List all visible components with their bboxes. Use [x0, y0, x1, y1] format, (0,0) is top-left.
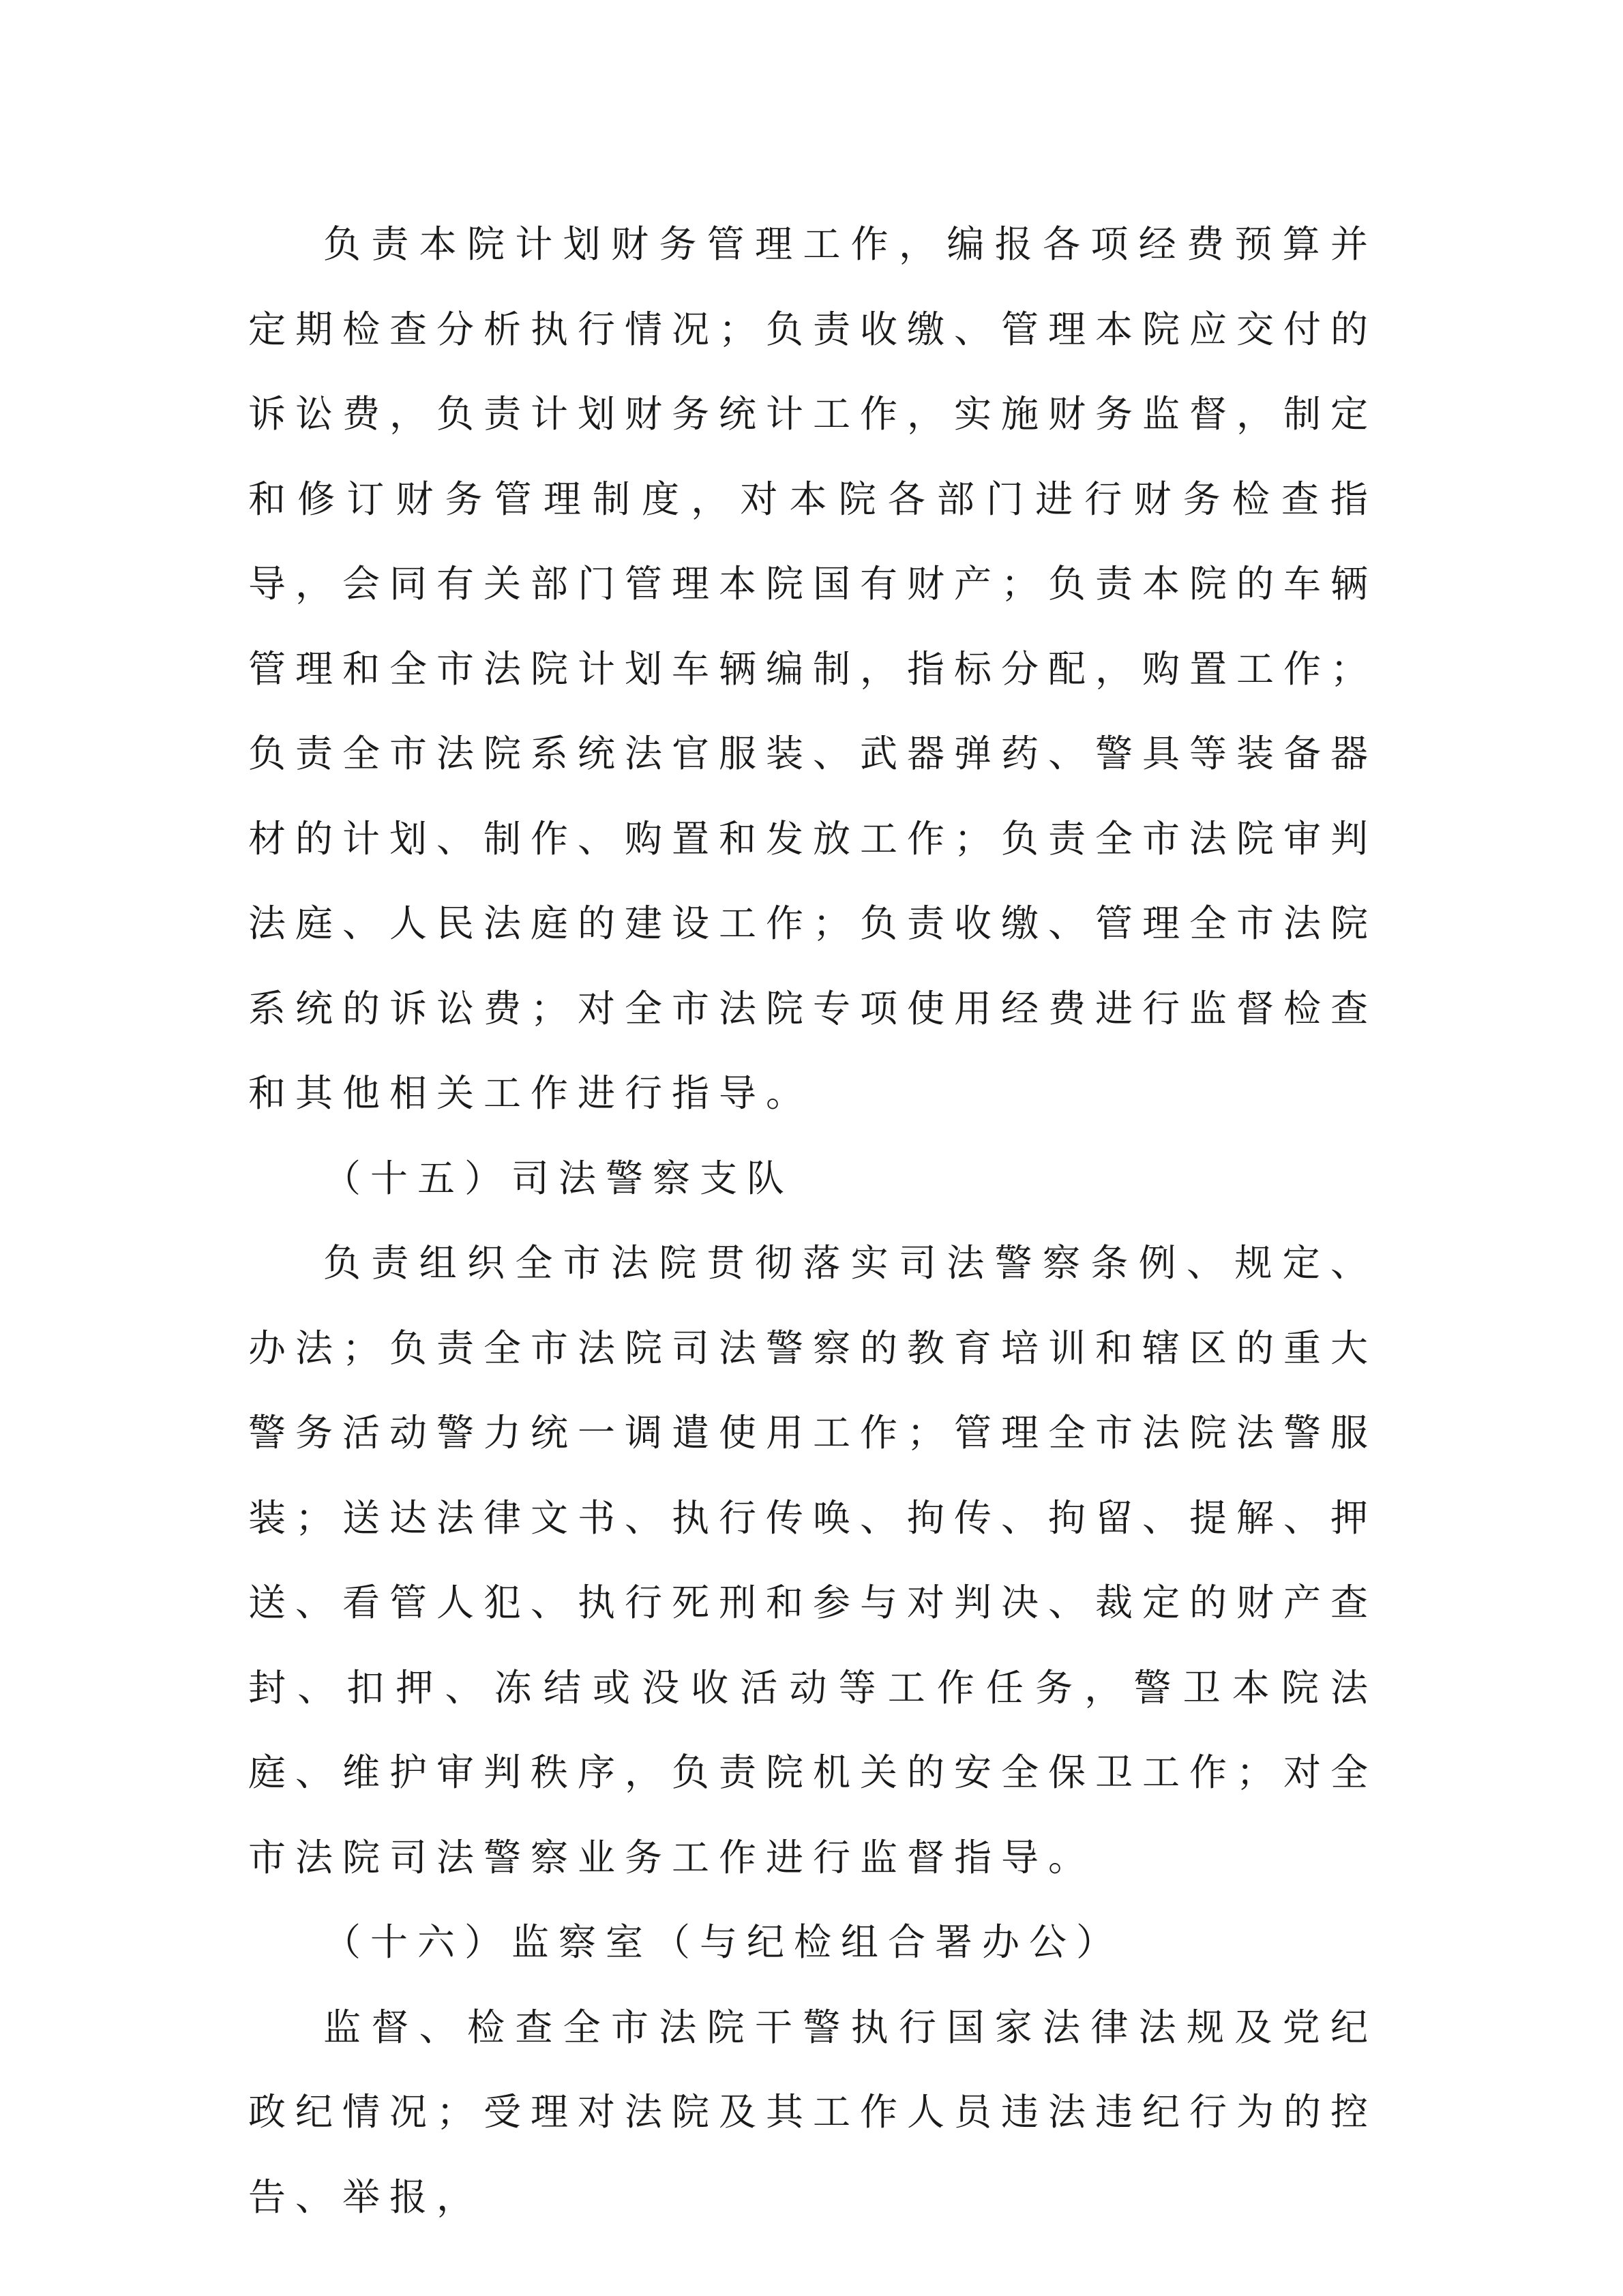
- paragraph-supervision-duties: 监督、检查全市法院干警执行国家法律法规及党纪政纪情况；受理对法院及其工作人员违法违纪行为的控告、举报，: [248, 2005, 1378, 2219]
- paragraph-finance-duties: 负责本院计划财务管理工作，编报各项经费预算并定期检查分析执行情况；负责收缴、管理本院应交付的诉讼费，负责计划财务统计工作，实施财务监督，制定和修订财务管理制度，对本院各部门进行财务检查指导，会同有关部门管理本院国有财产；负责本院的车辆管理和全市法院计划车辆编制，指标分配，购置工作；负责全市法院系统法官服装、武器弹药、警具等装备器材的计划、制作、购置和发放工作；负责全市法院审判法庭、人民法庭的建设工作；负责收缴、管理全市法院系统的诉讼费；对全市法院专项使用经费进行监督检查和其他相关工作进行指导。: [248, 222, 1378, 1115]
- section-heading-supervision-office: （十六）监察室（与纪检组合署办公）: [323, 1920, 1124, 1964]
- paragraph-judicial-police-duties: 负责组织全市法院贯彻落实司法警察条例、规定、办法；负责全市法院司法警察的教育培训和辖区的重大警务活动警力统一调遣使用工作；管理全市法院法警服装；送达法律文书、执行传唤、拘传、拘留、提解、押送、看管人犯、执行死刑和参与对判决、裁定的财产查封、扣押、冻结或没收活动等工作任务，警卫本院法庭、维护审判秩序，负责院机关的安全保卫工作；对全市法院司法警察业务工作进行监督指导。: [248, 1241, 1378, 1879]
- section-heading-judicial-police: （十五）司法警察支队: [323, 1156, 794, 1200]
- document-body: [248, 202, 1378, 2239]
